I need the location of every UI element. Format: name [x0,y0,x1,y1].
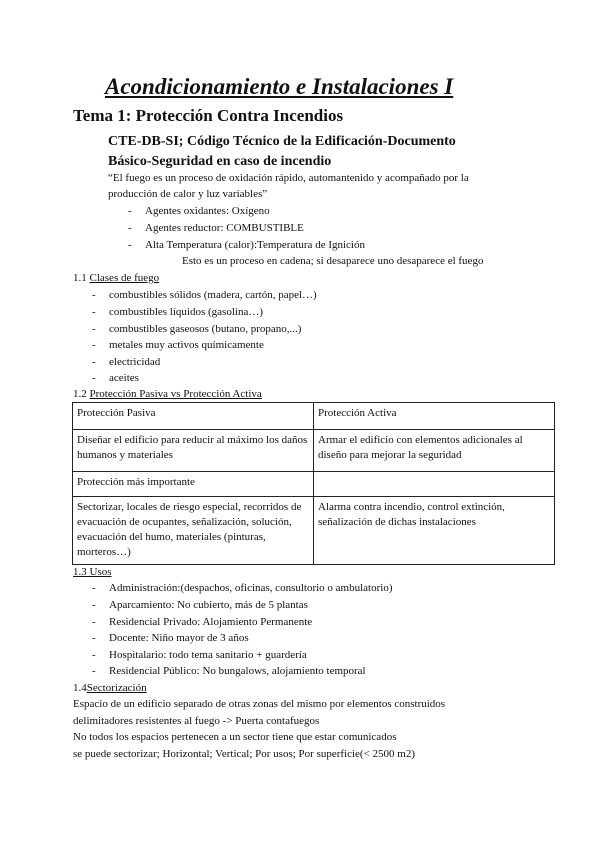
cte-heading-line2: Básico-Seguridad en caso de incendio [108,154,332,169]
table-row [73,472,555,497]
sect-line3: No todos los espacios pertenecen a un sector tiene que estar comunicados [73,731,397,743]
bullet-dash: - [128,222,132,234]
uso-item: Aparcamiento: No cubierto, más de 5 plantas [109,599,308,611]
uso-item: Residencial Privado: Alojamiento Permanente [109,616,313,628]
section-1-4-heading [73,682,147,694]
table-row [73,497,555,565]
clase-item: combustibles gaseosos (butano, propano,...) [109,323,302,335]
section-title: Protección Pasiva vs Protección Activa [89,388,262,400]
agente-item: Alta Temperatura (calor):Temperatura de Ignición [145,239,365,251]
table-cell: Armar el edificio con elementos adicionales al diseño para mejorar la seguridad [314,430,555,472]
tema-heading: Tema 1: Protección Contra Incendios [73,106,344,125]
section-title: Clases de fuego [89,272,160,284]
clase-item: combustibles sólidos (madera, cartón, papel…) [109,289,317,301]
uso-item: Residencial Público: No bungalows, alojamiento temporal [109,665,366,677]
bullet-dash: - [92,372,96,384]
clase-item: aceites [109,372,139,384]
table-cell [314,472,555,497]
section-number: 1.4 [73,682,87,694]
table-cell: Protección Pasiva [73,403,314,430]
section-title: Sectorización [86,682,147,694]
uso-item: Hospitalario: todo tema sanitario + guardería [109,649,307,661]
table-cell: Alarma contra incendio, control extinción, señalización de dichas instalaciones [314,497,555,565]
quote-line1: “El fuego es un proceso de oxidación rápido, automantenido y acompañado por la [108,172,469,184]
sect-line4: se puede sectorizar; Horizontal; Vertical; Por usos; Por superficie(< 2500 m2) [73,748,416,760]
table-row [73,430,555,472]
document-title: Acondicionamiento e Instalaciones I [105,74,454,99]
clase-item: metales muy activos químicamente [109,339,264,351]
bullet-dash: - [128,239,132,251]
bullet-dash: - [92,289,96,301]
section-1-2-heading [73,388,262,400]
sect-line1: Espacio de un edificio separado de otras zonas del mismo por elementos construidos [73,698,446,710]
bullet-dash: - [92,582,96,594]
section-number: 1.2 [73,388,90,400]
cte-heading-line1: CTE-DB-SI; Código Técnico de la Edificación-Documento [108,134,456,149]
bullet-dash: - [92,632,96,644]
clase-item: electricidad [109,356,161,368]
table-cell: Protección Activa [314,403,555,430]
bullet-dash: - [92,356,96,368]
sect-line2: delimitadores resistentes al fuego -> Puerta contafuegos [73,715,320,727]
section-1-3-heading: 1.3 Usos [73,566,112,578]
bullet-dash: - [92,649,96,661]
table-row [73,403,555,430]
table-cell: Sectorizar, locales de riesgo especial, recorridos de evacuación de ocupantes, señalización, solución, evacuación del humo, materiales (pinturas, morteros…) [73,497,314,565]
quote-line2: producción de calor y luz variables” [108,188,268,200]
bullet-dash: - [128,205,132,217]
bullet-dash: - [92,306,96,318]
section-1-1-heading [73,272,159,284]
table-cell: Diseñar el edificio para reducir al máximo los daños humanos y materiales [73,430,314,472]
bullet-dash: - [92,339,96,351]
bullet-dash: - [92,599,96,611]
agente-item: Agentes oxidantes: Oxígeno [145,205,270,217]
cadena-note: Esto es un proceso en cadena; si desaparece uno desaparece el fuego [182,255,484,267]
table-cell: Protección más importante [73,472,314,497]
clase-item: combustibles líquidos (gasolina…) [109,306,263,318]
proteccion-table [72,402,555,565]
uso-item: Administración:(despachos, oficinas, consultorio o ambulatorio) [109,582,393,594]
uso-item: Docente: Niño mayor de 3 años [109,632,249,644]
bullet-dash: - [92,616,96,628]
section-number: 1.1 [73,272,90,284]
agente-item: Agentes reductor: COMBUSTIBLE [145,222,304,234]
bullet-dash: - [92,323,96,335]
bullet-dash: - [92,665,96,677]
